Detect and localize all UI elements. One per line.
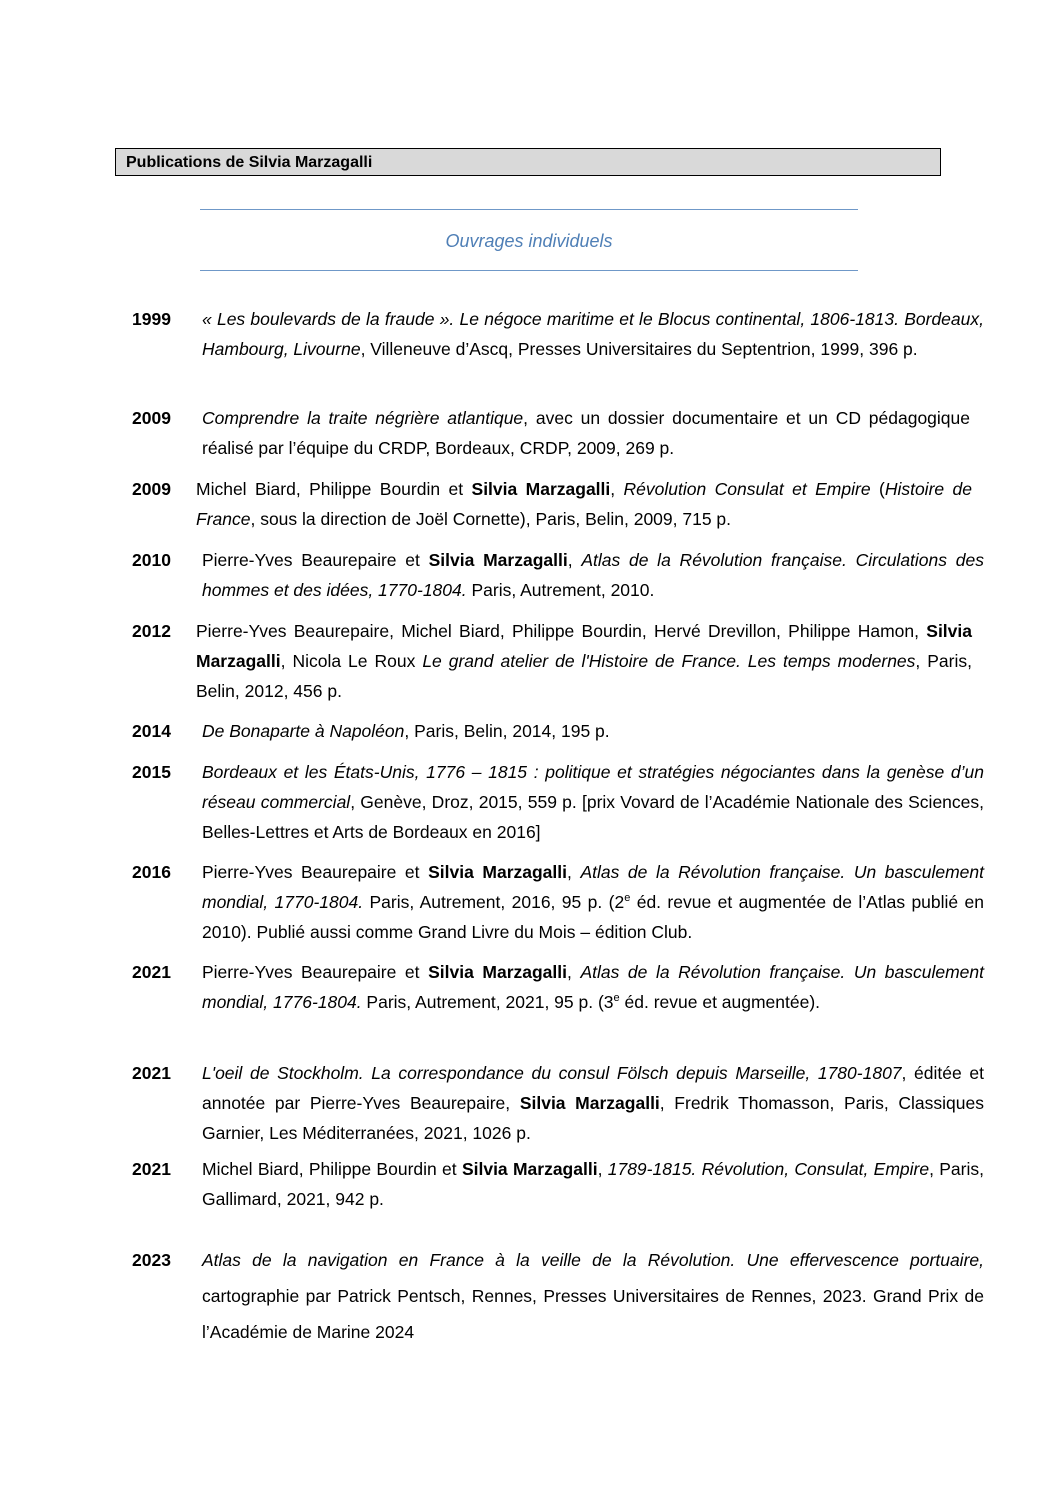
text-run: , Fredrik Thomasson, Paris, Classiques Garnier, Les Méditerranées, 2021, 1026 p. <box>202 1093 985 1143</box>
publication-year: 2012 <box>132 621 171 641</box>
text-run: , <box>567 962 581 982</box>
publication-text <box>202 957 984 1017</box>
publication-title: Comprendre la traite négrière atlantique <box>202 408 524 428</box>
publication-year: 2023 <box>132 1250 171 1270</box>
publication-title: « Les boulevards de la fraude ». Le négoce maritime et le Blocus continental, 1806-1813. Bordeaux, Hambourg, Livourne <box>202 309 984 359</box>
section-title: Ouvrages individuels <box>445 231 613 251</box>
superscript: e <box>624 892 631 905</box>
text-run: Paris, Autrement, 2021, 95 p. (3 <box>361 992 614 1012</box>
text-run: Paris, Autrement, 2010. <box>466 580 655 600</box>
author-name: Silvia Marzagalli <box>428 862 567 882</box>
author-name: Silvia Marzagalli <box>196 621 972 671</box>
publication-text <box>202 1058 984 1148</box>
text-run: , Villeneuve d’Ascq, Presses Universitaires du Septentrion, 1999, 396 p. <box>360 339 918 359</box>
text-run: , Nicola Le Roux <box>280 651 423 671</box>
publication-year: 2010 <box>132 550 171 570</box>
publication-year: 2021 <box>132 1159 171 1179</box>
publication-title: Atlas de la Révolution française. Un basculement mondial, 1776-1804. <box>202 962 984 1012</box>
publication-text <box>202 716 984 746</box>
publication-text <box>202 757 984 847</box>
section-divider-top <box>200 209 858 210</box>
text-run: Pierre-Yves Beaurepaire et <box>202 962 429 982</box>
publication-title: Atlas de la Révolution française. Circulations des hommes et des idées, 1770-1804. <box>202 550 984 600</box>
publication-title: Atlas de la navigation en France à la veille de la Révolution. Une effervescence portuaire, <box>202 1250 984 1270</box>
text-run: , Paris, Belin, 2014, 195 p. <box>404 721 610 741</box>
publication-title: Révolution Consulat et Empire <box>623 479 871 499</box>
publication-year: 2014 <box>132 721 171 741</box>
text-run: Michel Biard, Philippe Bourdin et <box>196 479 472 499</box>
section-divider-bottom <box>200 270 858 271</box>
publication-year: 2021 <box>132 962 171 982</box>
publication-year: 2009 <box>132 408 171 428</box>
publication-title: De Bonaparte à Napoléon <box>202 721 405 741</box>
publication-year: 2015 <box>132 762 171 782</box>
publication-year: 2016 <box>132 862 171 882</box>
publication-text <box>202 304 984 364</box>
text-run: , <box>610 479 624 499</box>
page-title: Publications de Silvia Marzagalli <box>115 148 941 176</box>
text-run: , <box>597 1159 608 1179</box>
publication-text <box>202 545 984 605</box>
publication-text <box>202 857 984 947</box>
text-run: , <box>567 862 581 882</box>
text-run: , éditée et annotée par Pierre-Yves Beaurepaire, <box>202 1063 984 1113</box>
author-name: Silvia Marzagalli <box>461 1159 598 1179</box>
text-run: cartographie par Patrick Pentsch, Rennes, Presses Universitaires de Rennes, 2023. Grand Prix de l’Académie de Marine 2024 <box>202 1286 984 1342</box>
publication-text <box>202 403 970 463</box>
publication-year: 1999 <box>132 309 171 329</box>
text-run: Paris, Autrement, 2016, 95 p. (2 <box>363 892 625 912</box>
text-run: Pierre-Yves Beaurepaire et <box>202 862 429 882</box>
text-run: , sous la direction de Joël Cornette), Paris, Belin, 2009, 715 p. <box>250 509 732 529</box>
text-run: Pierre-Yves Beaurepaire et <box>202 550 429 570</box>
publication-title: Histoire de France <box>196 479 973 529</box>
text-run: , Genève, Droz, 2015, 559 p. [prix Vovard de l’Académie Nationale des Sciences, Belles-Lettres et Arts de Bordeaux en 2016] <box>202 792 985 842</box>
text-run: ( <box>870 479 885 499</box>
publication-title: L'oeil de Stockholm. La correspondance du consul Fölsch depuis Marseille, 1780-1807 <box>202 1063 902 1083</box>
publication-text <box>202 1154 984 1214</box>
publication-year: 2009 <box>132 479 171 499</box>
publication-text <box>196 616 972 706</box>
superscript: e <box>613 992 620 1005</box>
text-run: , Paris, Belin, 2012, 456 p. <box>196 651 972 701</box>
text-run: , <box>567 550 582 570</box>
publication-title: Le grand atelier de l'Histoire de France. Les temps modernes <box>422 651 916 671</box>
author-name: Silvia Marzagalli <box>519 1093 660 1113</box>
text-run: , avec un dossier documentaire et un CD pédagogique réalisé par l’équipe du CRDP, Bordeaux, CRDP, 2009, 269 p. <box>202 408 971 458</box>
publication-title: Atlas de la Révolution française. Un basculement mondial, 1770-1804. <box>202 862 984 912</box>
text-run: éd. revue et augmentée de l’Atlas publié en 2010). Publié aussi comme Grand Livre du Mois – édition Club. <box>202 892 985 942</box>
author-name: Silvia Marzagalli <box>428 962 567 982</box>
publication-text <box>196 474 972 534</box>
publication-text <box>202 1242 984 1350</box>
text-run: Michel Biard, Philippe Bourdin et <box>202 1159 462 1179</box>
publication-title: Bordeaux et les États-Unis, 1776 – 1815 : politique et stratégies négociantes dans la genèse d’un réseau commercial <box>202 762 984 812</box>
author-name: Silvia Marzagalli <box>428 550 568 570</box>
text-run: Pierre-Yves Beaurepaire, Michel Biard, Philippe Bourdin, Hervé Drevillon, Philippe Hamon, <box>196 621 927 641</box>
author-name: Silvia Marzagalli <box>471 479 611 499</box>
text-run: éd. revue et augmentée). <box>619 992 821 1012</box>
text-run: , Paris, Gallimard, 2021, 942 p. <box>202 1159 984 1209</box>
publication-title: 1789-1815. Révolution, Consulat, Empire <box>607 1159 930 1179</box>
publication-year: 2021 <box>132 1063 171 1083</box>
